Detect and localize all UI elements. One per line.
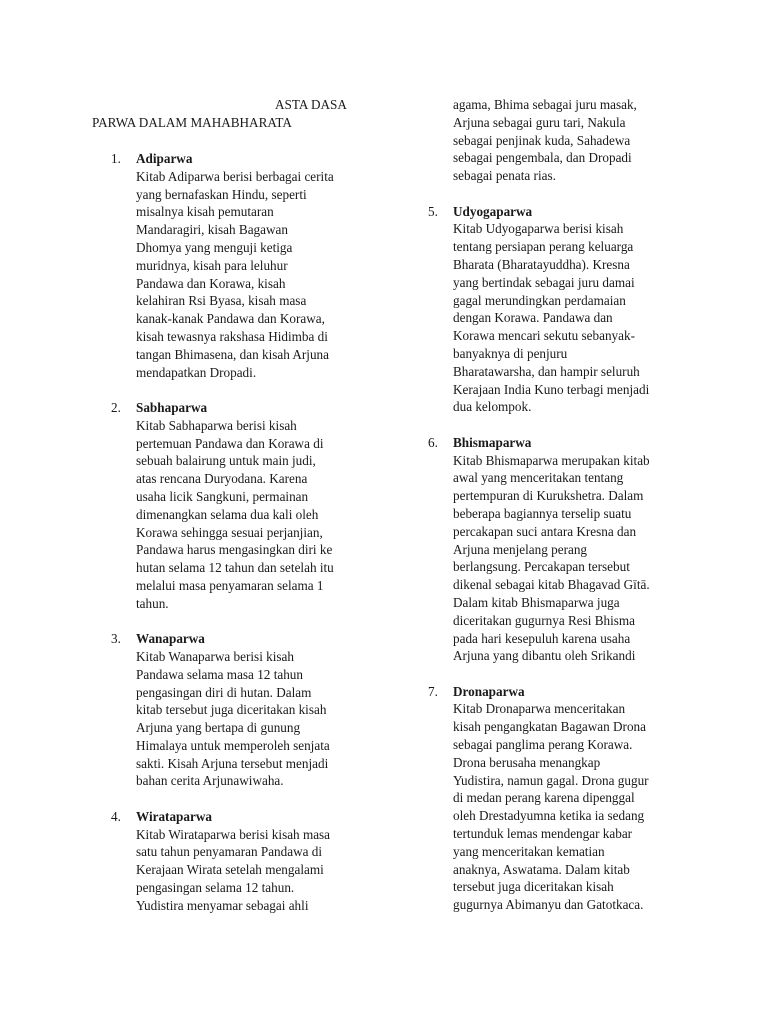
continued-text <box>428 96 688 185</box>
item-number: 7. <box>428 683 438 699</box>
item-heading: Wanaparwa <box>136 631 205 647</box>
item-text-line: Mandaragiri, kisah Bagawan <box>136 222 288 238</box>
item-text-line: Arjuna sebagai guru tari, Nakula <box>453 114 626 130</box>
item-text-line: Pandawa dan Korawa, kisah <box>136 275 286 291</box>
item-text-line: Kerajaan India Kuno terbagi menjadi <box>453 381 650 397</box>
item-text-line: awal yang menceritakan tentang <box>453 470 624 486</box>
item-heading: Udyogaparwa <box>453 203 533 219</box>
item-heading: Dronaparwa <box>453 683 525 699</box>
item-text-line: sebagai penjinak kuda, Sahadewa <box>453 132 631 148</box>
item-text-line: Pandawa selama masa 12 tahun <box>136 666 303 682</box>
item-text-line: anaknya, Aswatama. Dalam kitab <box>453 861 630 877</box>
item-text-line: usaha licik Sangkuni, permainan <box>136 488 309 504</box>
spacer <box>428 185 688 203</box>
spacer <box>111 381 383 399</box>
item-text-line: Yudistira, namun gagal. Drona gugur <box>453 772 649 788</box>
item-text-line: di medan perang karena dipenggal <box>453 790 635 806</box>
item-text-line: Bharata (Bharatayuddha). Kresna <box>453 256 630 272</box>
item-text-line: sebuah balairung untuk main judi, <box>136 453 316 469</box>
list-item <box>111 399 383 613</box>
item-text-line: gagal merundingkan perdamaian <box>453 292 626 308</box>
item-text-line: agama, Bhima sebagai juru masak, <box>453 97 637 112</box>
item-heading: Adiparwa <box>136 151 193 166</box>
item-text-line: yang bernafaskan Hindu, seperti <box>136 186 307 202</box>
item-text-line: satu tahun penyamaran Pandawa di <box>136 844 323 860</box>
item-text-line: sebagai penata rias. <box>453 168 556 184</box>
item-heading: Bhismaparwa <box>453 434 532 450</box>
item-number: 2. <box>111 399 121 415</box>
item-text-line: Kitab Sabhaparwa berisi kisah <box>136 417 297 433</box>
item-heading: Sabhaparwa <box>136 399 208 415</box>
item-text-line: Arjuna yang bertapa di gunung <box>136 720 301 736</box>
item-text-line: dimenangkan selama dua kali oleh <box>136 506 319 522</box>
item-text-line: tersebut juga diceritakan kisah <box>453 879 614 895</box>
item-text-line: tentang persiapan perang keluarga <box>453 239 634 255</box>
item-text-line: Kitab Udyogaparwa berisi kisah <box>453 221 624 237</box>
item-text-line: kelahiran Rsi Byasa, kisah masa <box>136 293 307 309</box>
item-text-line: tertunduk lemas mendengar kabar <box>453 826 633 842</box>
item-text-line: dikenal sebagai kitab Bhagavad Gītā. <box>453 577 650 593</box>
item-text-line: Kitab Wanaparwa berisi kisah <box>136 648 294 664</box>
item-text-line: Pandawa harus mengasingkan diri ke <box>136 542 333 558</box>
item-text-line: Korawa mencari sekutu sebanyak- <box>453 328 635 344</box>
item-text-line: Kitab Wirataparwa berisi kisah masa <box>136 826 331 842</box>
item-text-line: percakapan suci antara Kresna dan <box>453 523 637 539</box>
item-text-line: dua kelompok. <box>453 399 532 415</box>
item-text-line: oleh Drestadyumna ketika ia sedang <box>453 808 645 824</box>
item-text-line: sakti. Kisah Arjuna tersebut menjadi <box>136 755 329 771</box>
item-text-line: Kitab Dronaparwa menceritakan <box>453 701 626 717</box>
title-line-1: ASTA DASA <box>275 97 347 112</box>
item-number: 5. <box>428 203 438 219</box>
item-number: 1. <box>111 151 121 166</box>
item-text-line: Arjuna yang dibantu oleh Srikandi <box>453 648 636 664</box>
item-text-line: Bharatawarsha, dan hampir seluruh <box>453 363 640 379</box>
list-item <box>428 683 688 914</box>
item-text-line: kanak-kanak Pandawa dan Korawa, <box>136 311 325 327</box>
right-column <box>428 96 688 914</box>
item-text-line: tangan Bhimasena, dan kisah Arjuna <box>136 346 330 362</box>
list-item <box>428 434 688 665</box>
item-text-line: beberapa bagiannya terselip suatu <box>453 505 632 521</box>
item-text-line: berlangsung. Percakapan tersebut <box>453 559 630 575</box>
item-text-line: misalnya kisah pemutaran <box>136 204 274 220</box>
item-text-line: banyaknya di penjuru <box>453 345 568 361</box>
item-text-line: melalui masa penyamaran selama 1 <box>136 577 324 593</box>
item-text-line: Dalam kitab Bhismaparwa juga <box>453 594 620 610</box>
item-text-line: diceritakan gugurnya Resi Bhisma <box>453 612 636 628</box>
item-text-line: Korawa sehingga sesuai perjanjian, <box>136 524 323 540</box>
item-text-line: Yudistira menyamar sebagai ahli <box>136 897 309 913</box>
item-text-line: pengasingan diri di hutan. Dalam <box>136 684 312 700</box>
item-text-line: gugurnya Abimanyu dan Gatotkaca. <box>453 897 644 913</box>
item-text-line: Dhomya yang menguji ketiga <box>136 239 293 255</box>
list-item <box>111 808 383 915</box>
item-text-line: bahan cerita Arjunawiwaha. <box>136 773 284 789</box>
item-number: 4. <box>111 808 121 824</box>
item-text-line: yang menceritakan kematian <box>453 843 605 859</box>
item-text-line: sebagai panglima perang Korawa. <box>453 737 633 753</box>
spacer <box>428 416 688 434</box>
item-text-line: atas rencana Duryodana. Karena <box>136 471 308 487</box>
item-number: 6. <box>428 434 438 450</box>
item-text-line: Arjuna menjelang perang <box>453 541 588 557</box>
item-text-line: hutan selama 12 tahun dan setelah itu <box>136 560 334 576</box>
item-text-line: pertemuan Pandawa dan Korawa di <box>136 435 324 451</box>
item-text-line: Kitab Bhismaparwa merupakan kitab <box>453 452 650 468</box>
item-text-line: Himalaya untuk memperoleh senjata <box>136 737 330 753</box>
list-item <box>111 630 383 790</box>
item-text-line: dengan Korawa. Pandawa dan <box>453 310 613 326</box>
item-text-line: yang bertindak sebagai juru damai <box>453 274 635 290</box>
item-text-line: Drona berusaha menangkap <box>453 754 601 770</box>
title-line-2: PARWA DALAM MAHABHARATA <box>92 114 292 130</box>
list-item <box>111 150 383 381</box>
left-column <box>111 150 383 915</box>
item-text-line: pertempuran di Kurukshetra. Dalam <box>453 488 644 504</box>
document-title <box>92 96 362 132</box>
item-text-line: Kerajaan Wirata setelah mengalami <box>136 862 324 878</box>
item-text-line: tahun. <box>136 595 169 611</box>
item-text-line: sebagai pengembala, dan Dropadi <box>453 150 632 166</box>
item-text-line: pada hari kesepuluh karena usaha <box>453 630 631 646</box>
item-text-line: Kitab Adiparwa berisi berbagai cerita <box>136 168 334 184</box>
item-text-line: kitab tersebut juga diceritakan kisah <box>136 702 327 718</box>
item-number: 3. <box>111 631 121 647</box>
spacer <box>111 790 383 808</box>
spacer <box>111 613 383 631</box>
item-heading: Wirataparwa <box>136 808 212 824</box>
item-text-line: muridnya, kisah para leluhur <box>136 257 288 273</box>
spacer <box>428 665 688 683</box>
list-item <box>428 203 688 417</box>
item-text-line: kisah pengangkatan Bagawan Drona <box>453 719 646 735</box>
item-text-line: mendapatkan Dropadi. <box>136 364 257 380</box>
item-text-line: kisah tewasnya rakshasa Hidimba di <box>136 328 328 344</box>
item-text-line: pengasingan selama 12 tahun. <box>136 880 295 896</box>
